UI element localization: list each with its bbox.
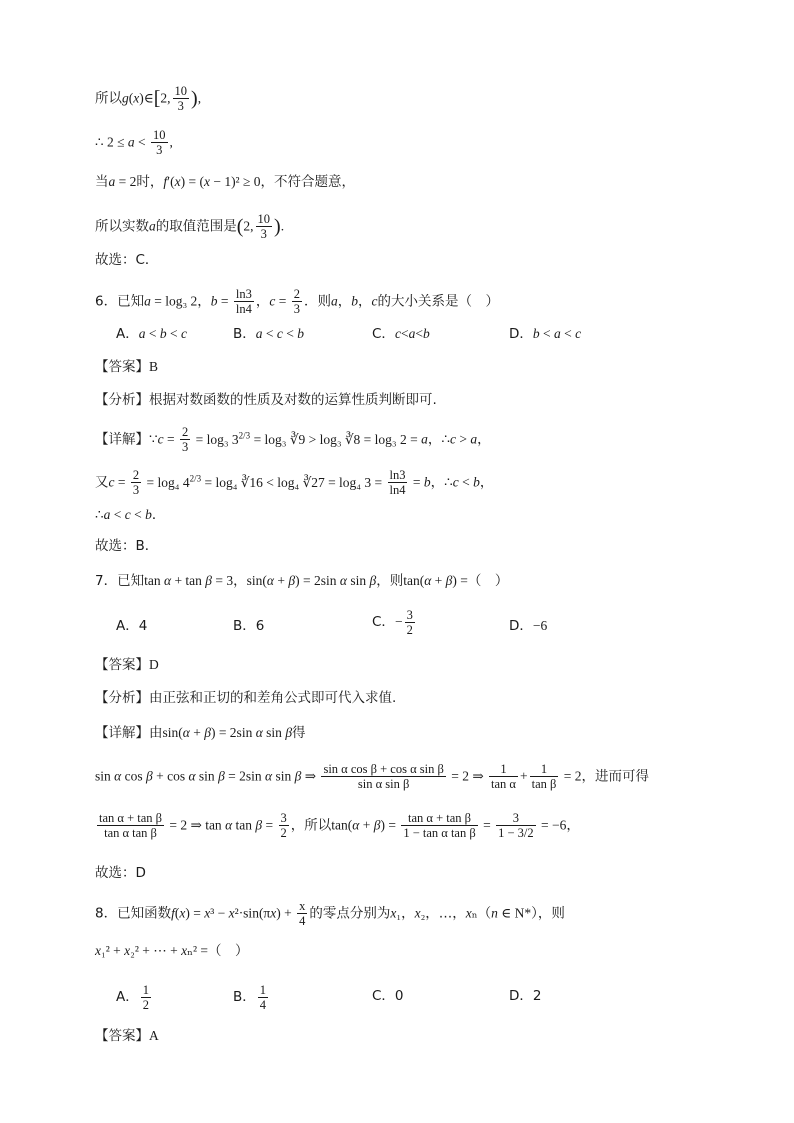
detail-tag: 【详解】 <box>95 431 149 448</box>
answer-tag: 【答案】 <box>95 1028 149 1044</box>
q7-answer-value: D <box>149 657 159 672</box>
solution-line-a-bound: ∴ 2 ≤ a < $\frac{10}{3}$ , <box>95 128 173 157</box>
q6-analysis-text: 根据对数函数的性质及对数的运算性质判断即可. <box>149 392 437 408</box>
q6-option-c: C．c<a<b <box>372 326 430 342</box>
q8-answer-value: A <box>149 1028 159 1043</box>
q8-answer <box>95 1026 159 1046</box>
q7-analysis-text: 由正弦和正切的和差角公式即可代入求值. <box>149 690 397 706</box>
choose-c: 故选：C． <box>95 252 159 268</box>
q7-option-b: B．6 <box>233 618 265 634</box>
question-7-stem: 7．已知tan α + tan β = 3，sin(α + β) = 2sin α sin β，则tan(α + β) =（ ） <box>95 573 509 589</box>
q7-detail-line-3: $\frac{\text{tan α + tan β}}{\text{tan α tan β}}$ = 2 ⇒ tan α tan β = $\frac{3}{2}$ ，所以tan(α + β) = $\frac{\text{tan α + tan β}}{\text{1 − tan α tan β}}$ = $\frac{3}{1 - 3/2}$ = −6， <box>99 811 580 840</box>
solution-line-a-equals-2: 当a = 2时，f′(x) = (x − 1)² ≥ 0，不符合题意， <box>95 174 356 190</box>
q8-option-b: B． $\frac{1}{4}$ <box>233 983 267 1012</box>
answer-tag: 【答案】 <box>95 359 149 375</box>
q6-answer-value: B <box>149 359 159 374</box>
question-8-stem: 8．已知函数f(x) = x³ − x²·sin(πx) + $\frac{x}{4}$ 的零点分别为x₁，x₂，…，xₙ（n ∈ N*），则 <box>95 899 565 928</box>
q7-choose: 故选：D <box>95 865 146 881</box>
question-6-stem: 6．已知a = log₃ 2，b = $\frac{\ln 3}{\ln 4}$ ，c = $\frac{2}{3}$ ．则a，b，c的大小关系是（ ） <box>95 287 500 316</box>
q6-choose: 故选：B． <box>95 538 159 554</box>
question-8-stem-2: x₁² + x₂² + ⋯ + xₙ² =（ ） <box>95 943 249 959</box>
q7-detail-line-1: 【详解】由sin(α + β) = 2sin α sin β得 <box>95 725 306 741</box>
solution-line-conclusion: 所以实数a的取值范围是(2, $\frac{10}{3}$ ). <box>95 212 285 241</box>
q6-option-d: D．b < a < c <box>509 326 582 342</box>
q6-option-a: A．a < b < c <box>116 326 187 342</box>
analysis-tag: 【分析】 <box>95 690 149 706</box>
q6-analysis <box>95 390 437 410</box>
detail-tag: 【详解】 <box>95 725 149 741</box>
answer-tag: 【答案】 <box>95 657 149 673</box>
q6-detail-line-3: ∴a < c < b． <box>95 507 166 522</box>
q6-answer <box>95 357 158 377</box>
q7-option-a: A．4 <box>116 618 148 634</box>
q7-answer <box>95 655 159 675</box>
solution-line-range-g: 所以g(x)∈[2, $\frac{10}{3}$ ), <box>95 84 202 113</box>
q7-detail-line-2: sin α cos β + cos α sin β = 2sin α sin β ⇒ $\frac{\text{sin α cos β + cos α sin β}}{\text{sin α sin β}}$ = 2 ⇒ $\frac{1}{\text{tan α}}$ + $\frac{1}{\text{tan β}}$ = 2，进而可得 <box>95 762 649 791</box>
q6-detail-line-1: 【详解】∵c = $\frac{2}{3}$ = log₃ $3^{2/3} = \log_3$ ∛9 > log₃ ∛8 = log₃ 2 = a，∴c > a， <box>95 425 491 454</box>
q7-analysis <box>95 688 396 708</box>
q8-option-c: C．0 <box>372 988 404 1004</box>
q7-option-d: D．−6 <box>509 618 548 634</box>
q6-detail-line-2: 又c = $\frac{2}{3}$ = log₄ $4^{2/3} = \log_4$ ∛16 < log₄ ∛27 = log₄ 3 = $\frac{\ln 3}{\ln 4}$ = b，∴c < b， <box>95 468 494 497</box>
analysis-tag: 【分析】 <box>95 392 149 408</box>
q8-option-a: A． $\frac{1}{2}$ <box>116 983 149 1012</box>
q8-option-d: D．2 <box>509 988 542 1004</box>
q7-option-c: C．− $\frac{3}{2}$ <box>372 608 413 637</box>
q6-option-b: B．a < c < b <box>233 326 305 342</box>
